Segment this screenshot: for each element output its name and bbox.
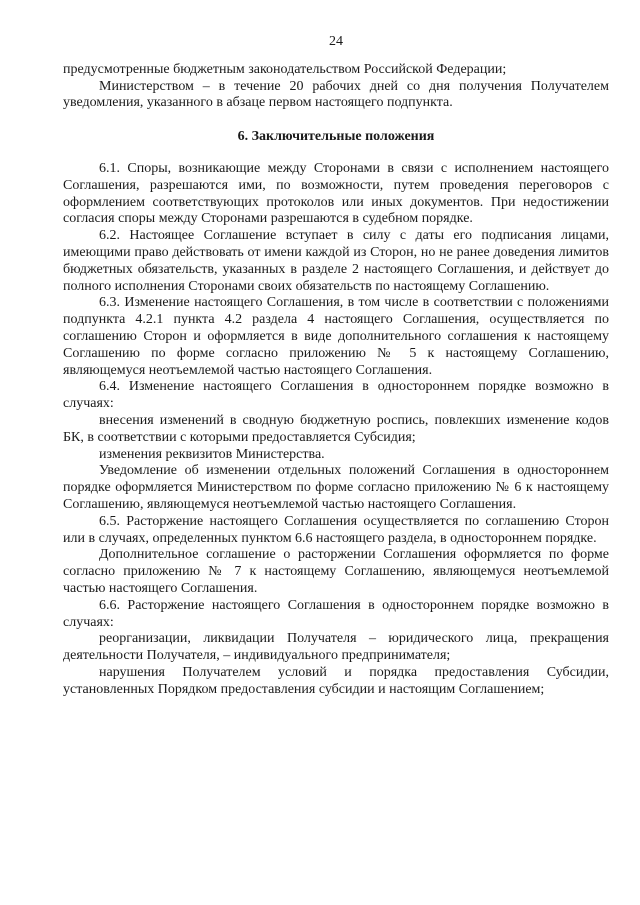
paragraph-6-6-case-2: нарушения Получателем условий и порядка предоставления Субсидии, установленных Порядком предоставления субсидии и настоящим Соглашением; <box>63 664 609 697</box>
paragraph-6-2: 6.2. Настоящее Соглашение вступает в силу с даты его подписания лицами, имеющими право действовать от имени каждой из Сторон, но не ранее доведения лимитов бюджетных обязательств, указанных в разделе 2 настоящего Соглашения, и действует до полного исполнения Сторонами своих обязательств по настоящему Соглашению. <box>63 228 609 294</box>
paragraph-6-4-case-1: внесения изменений в сводную бюджетную роспись, повлекших изменение кодов БК, в соответствии с которыми предоставляется Субсидия; <box>63 412 609 445</box>
paragraph-6-4-case-2: изменения реквизитов Министерства. <box>99 446 325 462</box>
paragraph-6-6: 6.6. Расторжение настоящего Соглашения в одностороннем порядке возможно в случаях: <box>63 597 609 630</box>
section-title: 6. Заключительные положения <box>237 129 435 145</box>
paragraph-6-4: 6.4. Изменение настоящего Соглашения в одностороннем порядке возможно в случаях: <box>63 379 609 412</box>
paragraph-6-3: 6.3. Изменение настоящего Соглашения, в том числе в соответствии с положениями подпункта 4.2.1 пункта 4.2 раздела 4 настоящего Соглашения, осуществляется по соглашению Сторон и оформляется в виде дополнительного соглашения к настоящему Соглашению по форме согласно приложению № 5 к настоящему Соглашению, являющемуся неотъемлемой частью настоящего Соглашения. <box>63 295 609 378</box>
intro-paragraph-2: Министерством – в течение 20 рабочих дней со дня получения Получателем уведомления, указанного в абзаце первом настоящего подпункта. <box>63 78 609 111</box>
paragraph-additional-agreement: Дополнительное соглашение о расторжении Соглашения оформляется по форме согласно приложению № 7 к настоящему Соглашению, являющемуся неотъемлемой частью настоящего Соглашения. <box>63 547 609 596</box>
paragraph-notification: Уведомление об изменении отдельных положений Соглашения в одностороннем порядке оформляется Министерством по форме согласно приложению № 6 к настоящему Соглашению, являющемуся неотъемлемой частью настоящего Соглашения. <box>63 463 609 512</box>
document-page <box>63 34 609 698</box>
paragraph-6-1: 6.1. Споры, возникающие между Сторонами в связи с исполнением настоящего Соглашения, разрешаются ими, по возможности, путем проведения переговоров с оформлением соответствующих протоколов или иных документов. При недостижении согласия споры между Сторонами разрешаются в судебном порядке. <box>63 160 609 227</box>
paragraph-6-6-case-1: реорганизации, ликвидации Получателя – юридического лица, прекращения деятельности Получателя, – индивидуального предпринимателя; <box>63 631 609 664</box>
intro-paragraph-1: предусмотренные бюджетным законодательством Российской Федерации; <box>63 61 507 77</box>
paragraph-6-5: 6.5. Расторжение настоящего Соглашения осуществляется по соглашению Сторон или в случаях, определенных пунктом 6.6 настоящего раздела, в одностороннем порядке. <box>63 513 609 546</box>
page-number: 24 <box>329 34 343 49</box>
